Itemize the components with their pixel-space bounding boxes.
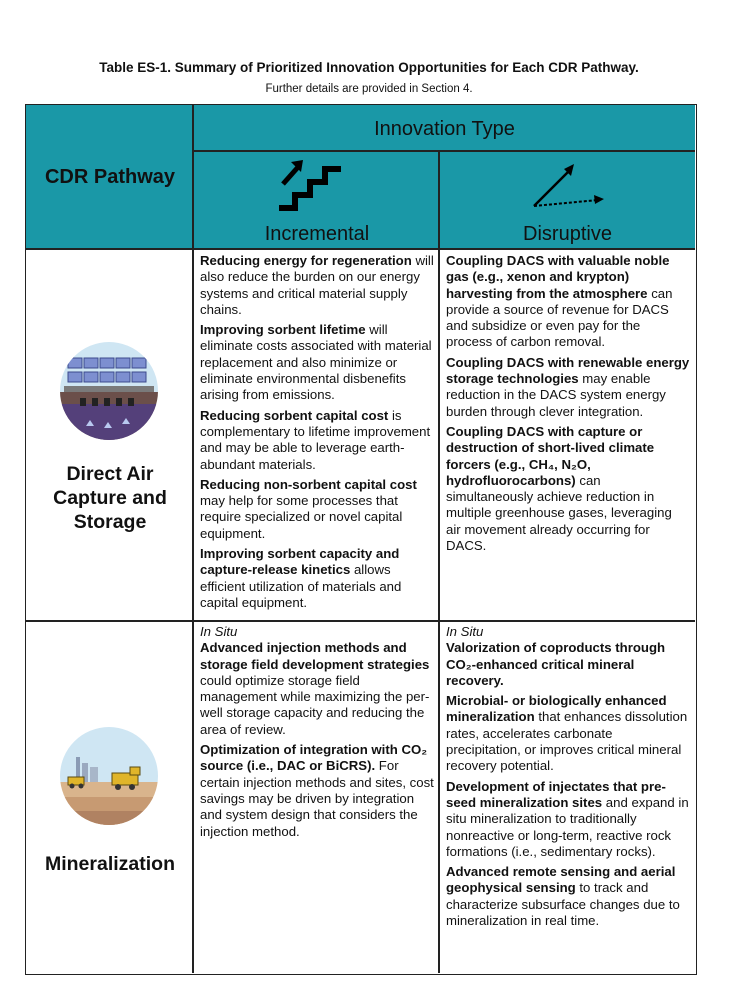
pathway-column-header: CDR Pathway — [44, 166, 176, 188]
list-item: Advanced remote sensing and aerial geophysical sensing to track and characterize subsurface changes due to mineralization in real time. — [446, 864, 680, 929]
table-title: Table ES-1. Summary of Prioritized Innovation Opportunities for Each CDR Pathway. — [99, 60, 639, 75]
table-subtitle: Further details are provided in Section 4. — [265, 83, 473, 95]
list-item: Coupling DACS with capture or destruction of short-lived climate forcers (e.g., CH₄, N₂O, hydrofluorocarbons) can simultaneously achieve reduction in multiple greenhouse gases, leveraging air movement already occurring for DACS. — [446, 423, 672, 554]
angled-arrows-icon — [530, 160, 612, 210]
disruptive-header: Disruptive — [523, 223, 612, 245]
row-divider — [26, 620, 695, 622]
list-item: Reducing energy for regeneration will also reduce the burden on our energy systems and critical material supply chains. — [200, 253, 434, 317]
list-item: Development of injectates that pre-seed mineralization sites and expand in situ mineralization to traditionally nonreactive or long-term, reactive rock formations (i.e., sedimentary rocks). — [446, 778, 689, 859]
in-situ-tag: In Situ — [200, 624, 238, 639]
mineralization-incremental-content — [200, 624, 436, 844]
mineralization-disruptive-content — [446, 624, 690, 933]
list-item: Reducing non-sorbent capital cost may help for some processes that require specialized or novel capital equipment. — [200, 476, 417, 541]
header-bottom-line — [26, 248, 695, 250]
pathway-label-dacs: Direct Air Capture and Storage — [53, 463, 167, 533]
in-situ-tag: In Situ — [446, 624, 484, 639]
dac-facility-illustration — [60, 342, 158, 440]
list-item: Valorization of coproducts through CO₂-enhanced critical mineral recovery. — [446, 640, 666, 688]
stairs-up-icon — [277, 158, 349, 214]
summary-table — [25, 104, 697, 975]
innovation-column-divider — [438, 150, 440, 973]
incremental-header: Incremental — [264, 223, 370, 245]
list-item: Improving sorbent capacity and capture-release kinetics allows efficient utilization of materials and capital equipment. — [200, 546, 402, 610]
innovation-type-underline — [193, 150, 695, 152]
list-item: Advanced injection methods and storage field development strategies could optimize storage field management while maximizing the per-well storage capacity and reducing the area of review. — [200, 640, 430, 737]
list-item: Coupling DACS with valuable noble gas (e.g., xenon and krypton) harvesting from the atmosphere can provide a source of revenue for DACS and subsidize or even pay for the process of carbon removal. — [446, 253, 673, 350]
list-item: Reducing sorbent capital cost is complementary to lifetime improvement and may be able to leverage earth-abundant materials. — [200, 407, 431, 472]
innovation-type-header: Innovation Type — [374, 118, 515, 140]
list-item: Optimization of integration with CO₂ source (i.e., DAC or BiCRS). For certain injection methods and sites, cost savings may be driven by integration and system design that considers the injection method. — [200, 742, 434, 839]
mineralization-mining-illustration — [60, 727, 158, 825]
list-item: Microbial- or biologically enhanced mineralization that enhances dissolution rates, accelerates carbonate precipitation, or improves critical mineral recovery potential. — [446, 693, 688, 774]
dacs-disruptive-content — [446, 253, 690, 558]
list-item: Improving sorbent lifetime will eliminate costs associated with material replacement and also minimize or eliminate environmental disbenefits arising from emissions. — [200, 322, 432, 403]
pathway-divider — [192, 105, 194, 973]
dacs-incremental-content — [200, 253, 436, 615]
pathway-label-mineralization: Mineralization — [44, 853, 176, 875]
list-item: Coupling DACS with renewable energy storage technologies may enable reduction in the DACS system energy burden through clever integration. — [446, 354, 690, 419]
